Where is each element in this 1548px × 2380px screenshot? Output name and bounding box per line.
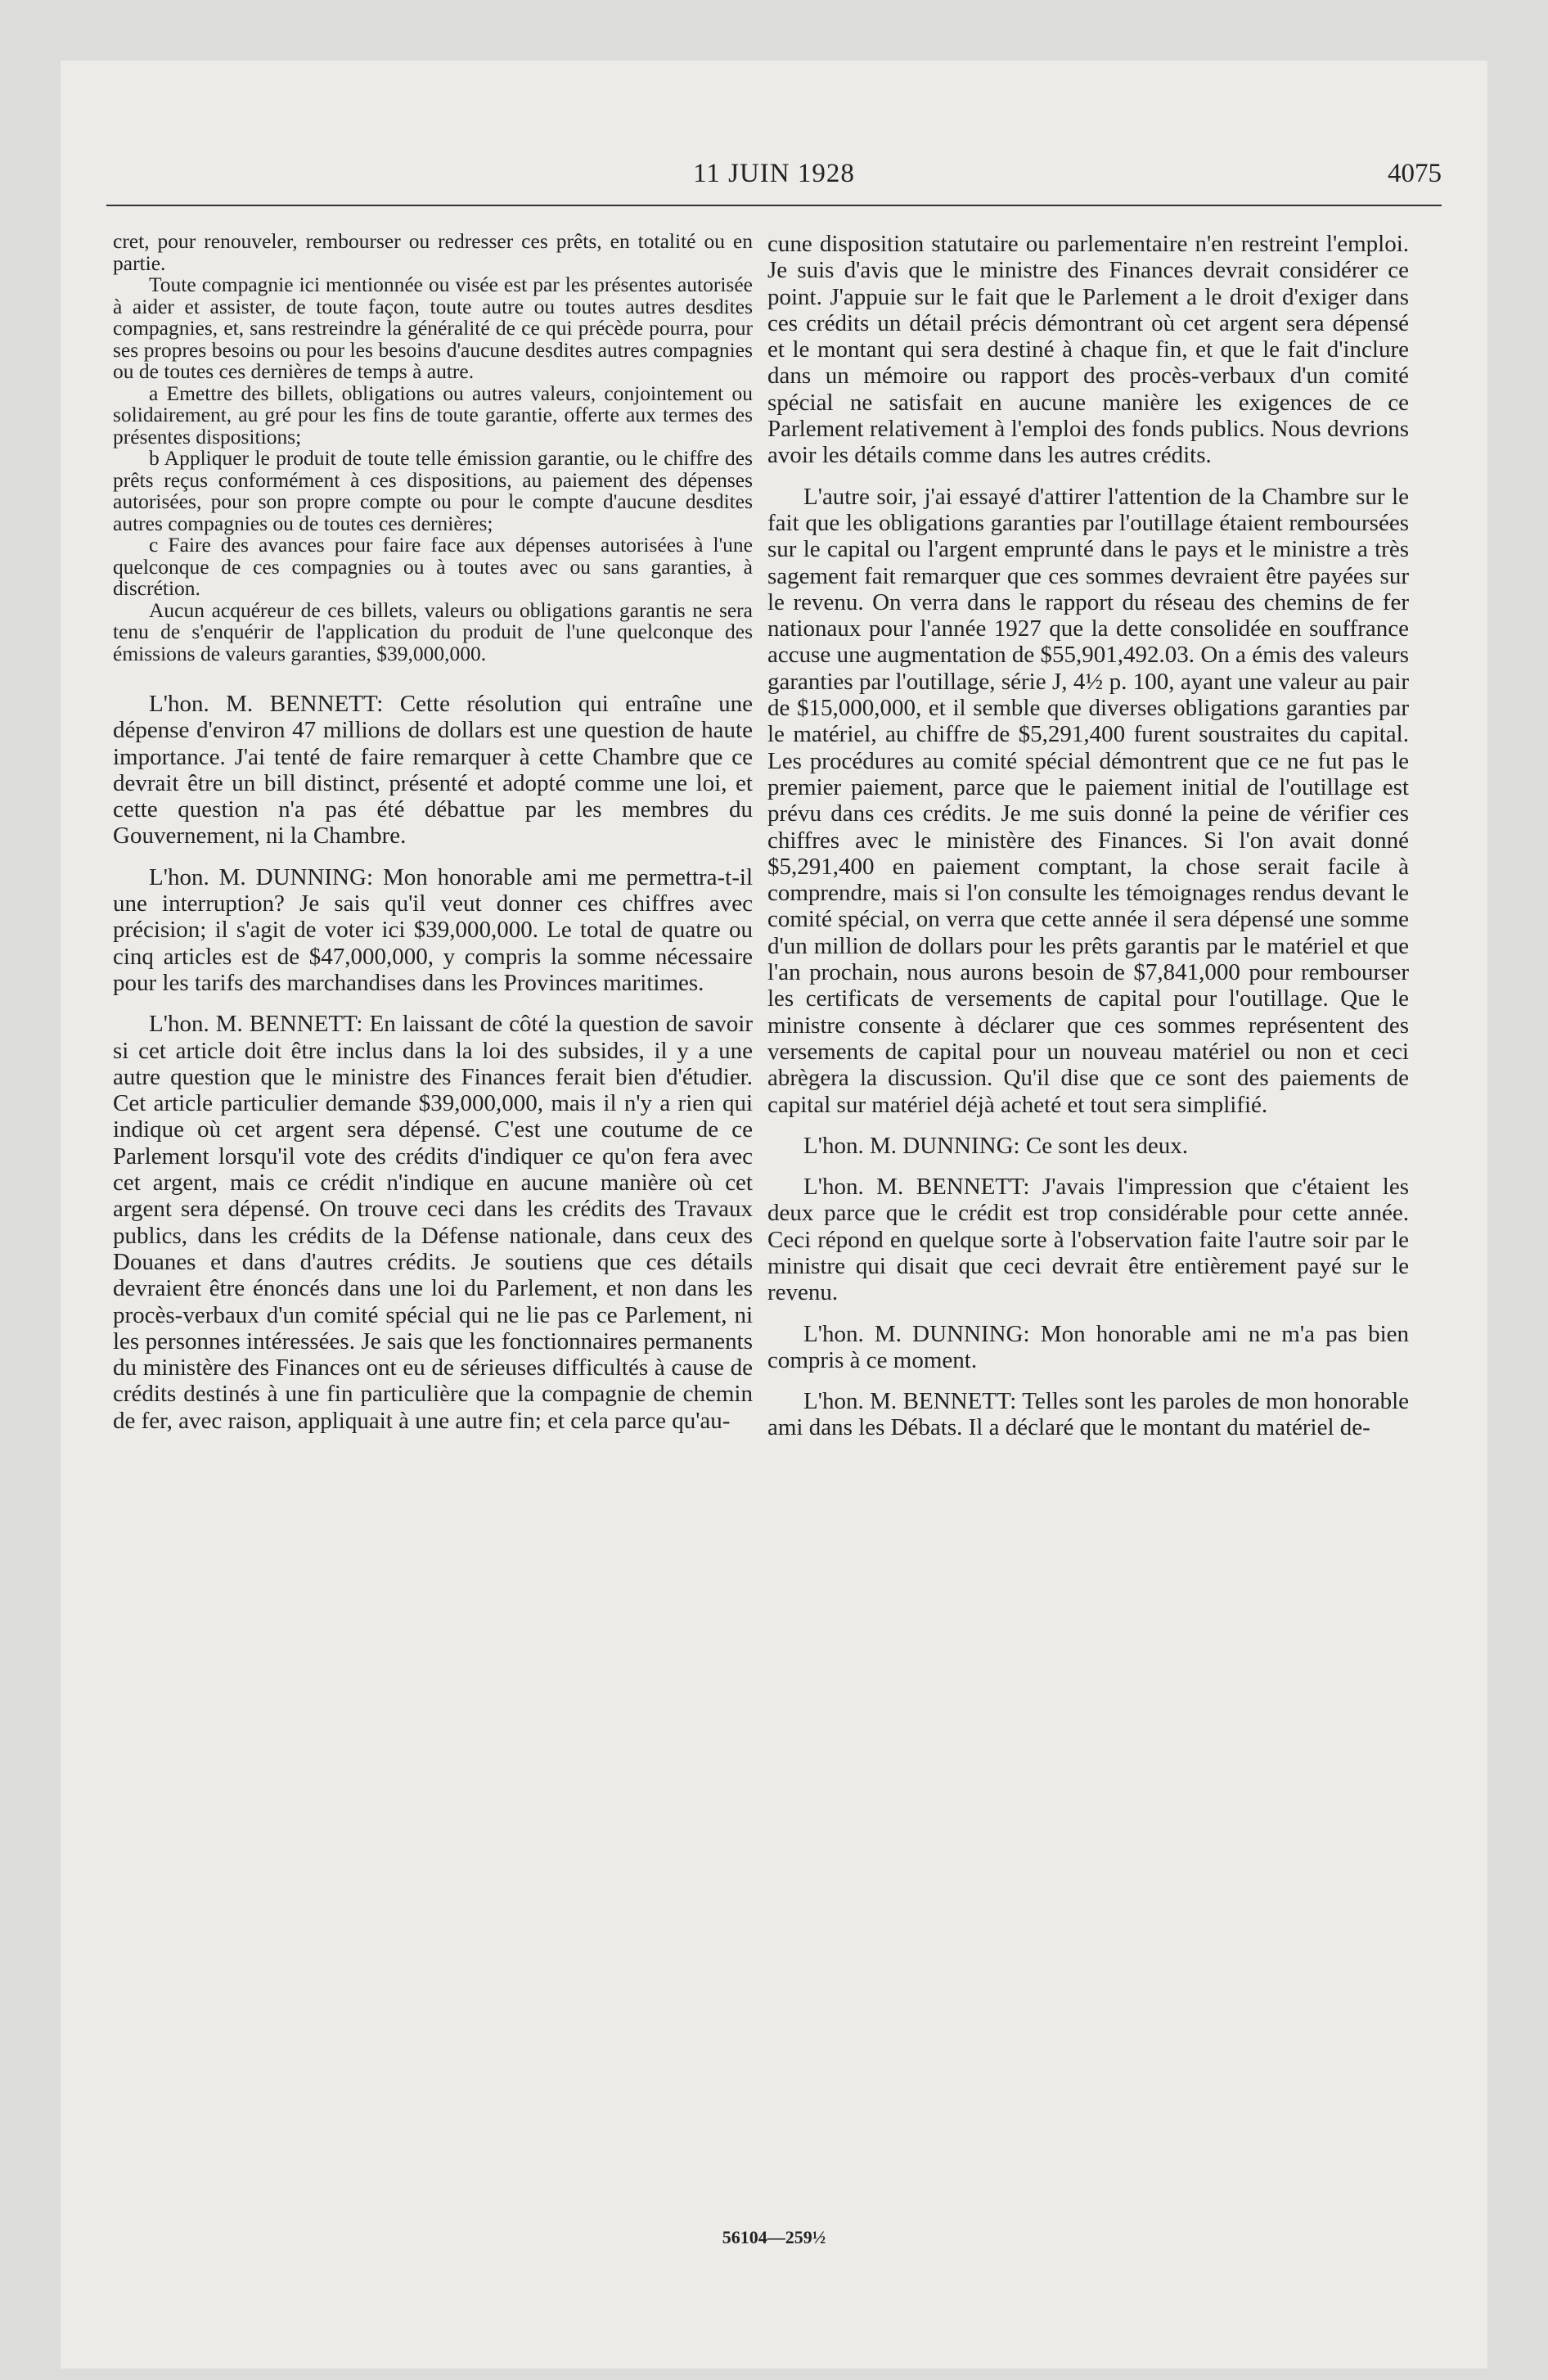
resolution-text [113, 231, 753, 665]
header-date: 11 JUIN 1928 [693, 159, 855, 188]
debate-text-left [113, 691, 753, 1434]
speech-paragraph: L'autre soir, j'ai essayé d'attirer l'attention de la Chambre sur le fait que les obligations garanties par l'outillage étaient remboursées sur le capital ou l'argent emprunté dans le pays et le ministre a très sagement fait remarquer que ces sommes devraient être payées sur le revenu. On verra dans le rapport du réseau des chemins de fer nationaux pour l'année 1927 que la dette consolidée en souffrance accuse une augmentation de $55,901,492.03. On a émis des valeurs garanties par l'outillage, série J, 4½ p. 100, ayant une valeur au pair de $15,000,000, et il semble que diverses obligations garanties par le matériel, au chiffre de $5,291,400 furent soustraites du capital. Les procédures au comité spécial démontrent que ce ne fut pas le premier paiement, parce que le paiement initial de l'outillage est prévu dans ces crédits. Je me suis donné la peine de vérifier ces chiffres avec le ministère des Finances. Si l'on avait donné $5,291,400 en paiement comptant, la chose serait facile à comprendre, mais si l'on consulte les témoignages rendus devant le comité spécial, on verra que cette année il sera dépensé une somme d'un million de dollars pour les prêts garantis par le matériel et que l'an prochain, nous aurons besoin de $7,841,000 pour rembourser les certificats de versements de capital pour l'outillage. Que le ministre consente à déclarer que ces sommes représentent des versements de capital pour un nouveau matériel ou non et ceci abrègera la discussion. Qu'il dise que ce sont des paiements de capital sur matériel déjà acheté et tout sera simplifié. [767, 483, 1409, 1118]
speech-paragraph: cune disposition statutaire ou parlementaire n'en restreint l'emploi. Je suis d'avis que le ministre des Finances devrait considérer ce point. J'appuie sur le fait que le Parlement a le droit d'exiger dans ces crédits un détail précis démontrant où cet argent sera dépensé et le montant qui sera destiné à chaque fin, et que le fait d'inclure dans un mémoire ou rapport des procès-verbaux d'un comité spécial ne satisfait en aucune manière les exigences de ce Parlement relativement à l'emploi des fonds publics. Nous devrions avoir les détails comme dans les autres crédits. [767, 231, 1409, 469]
speech-paragraph: L'hon. M. BENNETT: Telles sont les paroles de mon honorable ami dans les Débats. Il a déclaré que le montant du matériel de- [767, 1388, 1409, 1441]
resolution-paragraph: c Faire des avances pour faire face aux dépenses autorisées à l'une quelconque de ces compagnies ou à toutes avec ou sans garanties, à discrétion. [113, 533, 753, 600]
resolution-paragraph: b Appliquer le produit de toute telle émission garantie, ou le chiffre des prêts reçus conformément à ces dispositions, au paiement des dépenses autorisées, pour son propre compte ou pour le compte d'aucune desdites autres compagnies ou de toutes ces dernières; [113, 446, 753, 535]
page-number: 4075 [1388, 159, 1442, 188]
speech-paragraph: L'hon. M. DUNNING: Ce sont les deux. [803, 1132, 1188, 1159]
resolution-paragraph: cret, pour renouveler, rembourser ou redresser ces prêts, en totalité ou en partie. [113, 229, 753, 275]
speech-paragraph: L'hon. M. DUNNING: Mon honorable ami ne m'a pas bien compris à ce moment. [767, 1320, 1409, 1373]
printer-signature: 56104—259½ [722, 2227, 826, 2247]
resolution-paragraph: Aucun acquéreur de ces billets, valeurs ou obligations garantis ne sera tenu de s'enquérir de l'application du produit de l'une quelconque des émissions de valeurs garanties, $39,000,000. [113, 597, 753, 665]
page-header [106, 159, 1442, 200]
speech-paragraph: L'hon. M. DUNNING: Mon honorable ami me permettra-t-il une interruption? Je sais qu'il veut donner ces chiffres avec précision; il s'agit de voter ici $39,000,000. Le total de quatre ou cinq articles est de $47,000,000, y compris la somme nécessaire pour les tarifs des marchandises dans les Provinces maritimes. [113, 863, 753, 996]
speech-paragraph: L'hon. M. BENNETT: J'avais l'impression que c'étaient les deux parce que le crédit est trop considérable pour cette année. Ceci répond en quelque sorte à l'observation faite l'autre soir par le ministre qui disait que ceci devrait être entièrement payé sur le revenu. [767, 1174, 1409, 1306]
resolution-paragraph: a Emettre des billets, obligations ou autres valeurs, conjointement ou solidairement, au gré pour les fins de toute garantie, offerte aux termes des présentes dispositions; [113, 381, 753, 449]
document-page [61, 61, 1487, 2369]
resolution-paragraph: Toute compagnie ici mentionnée ou visée est par les présentes autorisée à aider et assister, de toute façon, toute autre ou toutes autres desdites compagnies, et, sans restreindre la généralité de ce qui précède pourra, pour ses propres besoins ou pour les besoins d'aucune desdites autres compagnies ou de toutes ces dernières de temps à autre. [113, 273, 753, 383]
header-rule [106, 205, 1442, 206]
speech-paragraph: L'hon. M. BENNETT: Cette résolution qui entraîne une dépense d'environ 47 millions de dollars est une question de haute importance. J'ai tenté de faire remarquer à cette Chambre que ce devrait être un bill distinct, présenté et adopté comme une loi, et cette question n'a pas été débattue par les membres du Gouvernement, ni la Chambre. [113, 691, 753, 850]
speech-paragraph: L'hon. M. BENNETT: En laissant de côté la question de savoir si cet article doit être inclus dans la loi des subsides, il y a une autre question que le ministre des Finances ferait bien d'étudier. Cet article particulier demande $39,000,000, mais il n'y a rien qui indique où cet argent sera dépensé. C'est une coutume de ce Parlement lorsqu'il vote des crédits d'indiquer ce qu'on fera avec cet argent, mais ce crédit n'indique en aucune manière où cet argent sera dépensé. On trouve ceci dans les crédits des Travaux publics, dans les crédits de la Défense nationale, dans ceux des Douanes et dans d'autres crédits. Je soutiens que ces détails devraient être énoncés dans une loi du Parlement, et non dans les procès-verbaux d'un comité spécial qui ne lie pas ce Parlement, ni les personnes intéressées. Je sais que les fonctionnaires permanents du ministère des Finances ont eu de sérieuses difficultés à cause de crédits destinés à une fin particulière que la compagnie de chemin de fer, avec raison, appliquait à une autre fin; et cela parce qu'au- [113, 1011, 753, 1434]
right-column [767, 231, 1409, 1456]
left-column [113, 231, 753, 1449]
